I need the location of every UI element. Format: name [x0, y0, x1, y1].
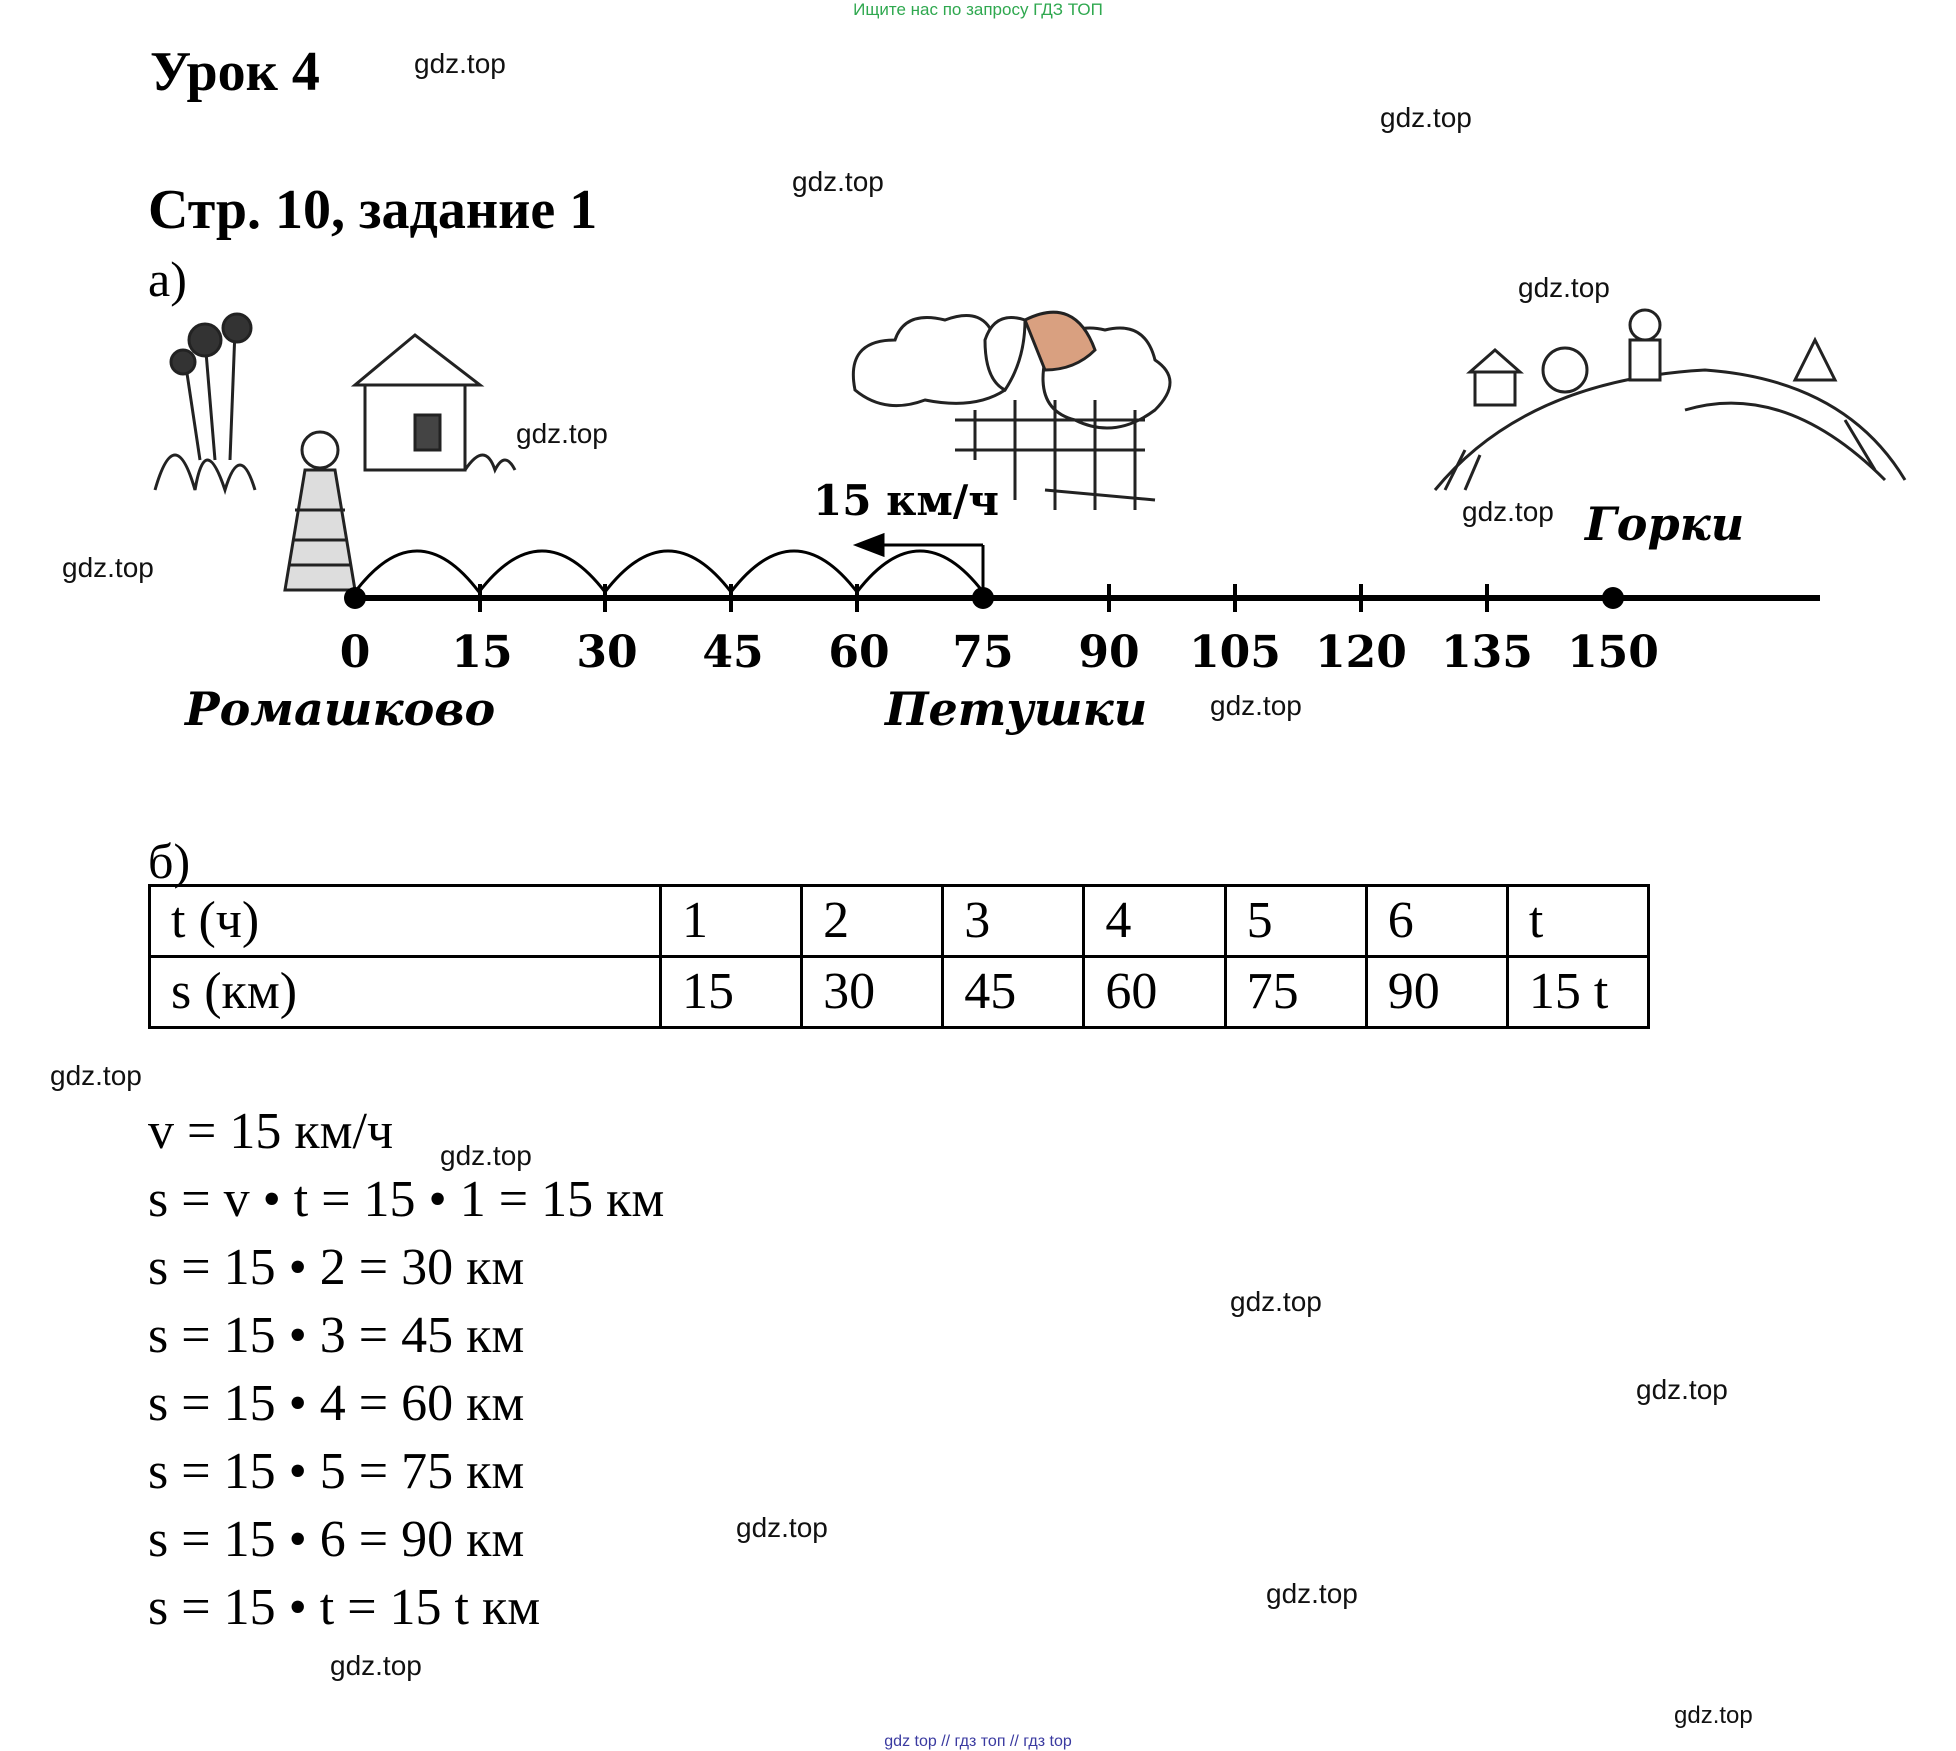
watermark: gdz.top: [1380, 102, 1472, 133]
task-title: Стр. 10, задание 1: [148, 179, 598, 241]
arc-15-30: [479, 551, 605, 592]
watermark: gdz.top: [414, 48, 506, 79]
tick-label: 90: [1078, 627, 1140, 678]
table-cell: 60: [1084, 957, 1225, 1028]
tick-label: 135: [1441, 627, 1533, 678]
watermark: gdz.top: [516, 418, 608, 449]
table-cell: 90: [1366, 957, 1507, 1028]
table-cell: 30: [802, 957, 943, 1028]
table-cell: 3: [943, 886, 1084, 957]
table-cell: 6: [1366, 886, 1507, 957]
equation-line: s = 15 • 4 = 60 км: [148, 1375, 525, 1432]
watermark: gdz.top: [62, 552, 154, 583]
equation-line: s = 15 • 3 = 45 км: [148, 1307, 525, 1364]
equation-line: s = 15 • 2 = 30 км: [148, 1239, 525, 1296]
watermark: gdz.top: [1230, 1286, 1322, 1317]
footer-links: gdz top // гдз топ // гдз top: [884, 1733, 1072, 1750]
watermark: gdz.top: [50, 1060, 142, 1091]
point-romashkovo: [344, 587, 366, 609]
arc-45-60: [731, 551, 857, 592]
gorki-illustration: [1435, 310, 1905, 490]
top-search-note: Ищите нас по запросу ГДЗ ТОП: [853, 0, 1103, 19]
speed-label: 15 км/ч: [813, 476, 999, 525]
place-petushki: Петушки: [885, 682, 1148, 736]
tick-label: 15: [451, 627, 513, 678]
tick-label: 30: [576, 627, 638, 678]
watermark: gdz.top: [736, 1512, 828, 1543]
tick-label: 75: [952, 627, 1014, 678]
watermark: gdz.top: [1266, 1578, 1358, 1609]
watermark: gdz.top: [1518, 272, 1610, 303]
equation-line: s = 15 • 6 = 90 км: [148, 1511, 525, 1568]
arc-0-15: [355, 551, 479, 592]
watermark: gdz.top: [1462, 496, 1554, 527]
arc-30-45: [605, 551, 731, 592]
table-row: [150, 957, 1649, 1028]
watermark: gdz.top: [1636, 1374, 1728, 1405]
equation-line: s = 15 • t = 15 t км: [148, 1579, 541, 1636]
table-cell: 15 t: [1507, 957, 1648, 1028]
place-romashkovo: Ромашково: [185, 682, 496, 736]
table-cell: 1: [661, 886, 802, 957]
table-cell: 2: [802, 886, 943, 957]
jump-arcs: [355, 551, 983, 592]
tick-label: 60: [828, 627, 890, 678]
table-row: [150, 886, 1649, 957]
number-line-svg: [145, 300, 1925, 760]
table-cell: t: [1507, 886, 1648, 957]
tick-labels: [340, 627, 1659, 678]
part-b-label: б): [148, 833, 191, 889]
equation-line: s = v • t = 15 • 1 = 15 км: [148, 1171, 665, 1228]
time-distance-table: [148, 884, 1650, 1029]
place-gorki: Горки: [1585, 497, 1745, 551]
table-cell: 75: [1225, 957, 1366, 1028]
watermark: gdz.top: [440, 1140, 532, 1171]
romashkovo-illustration: [155, 314, 515, 590]
equation-line: s = 15 • 5 = 75 км: [148, 1443, 525, 1500]
table-cell: 4: [1084, 886, 1225, 957]
lesson-title: Урок 4: [150, 41, 320, 103]
arc-60-75: [857, 551, 983, 592]
equation-line: v = 15 км/ч: [148, 1103, 394, 1160]
part-a-label: а): [148, 251, 187, 307]
tick-label: 150: [1567, 627, 1659, 678]
watermark: gdz.top: [1210, 690, 1302, 721]
tick-label: 45: [702, 627, 764, 678]
tick-label: 105: [1189, 627, 1281, 678]
row-head-time: t (ч): [150, 886, 661, 957]
tick-label: 0: [339, 627, 371, 678]
number-line-figure: [145, 300, 1925, 760]
table-cell: 15: [661, 957, 802, 1028]
watermark: gdz.top: [1674, 1702, 1753, 1729]
watermark: gdz.top: [792, 166, 884, 197]
table-cell: 5: [1225, 886, 1366, 957]
row-head-distance: s (км): [150, 957, 661, 1028]
watermark: gdz.top: [330, 1650, 422, 1681]
speed-arrow: [857, 535, 983, 592]
table-cell: 45: [943, 957, 1084, 1028]
tick-label: 120: [1315, 627, 1407, 678]
point-gorki: [1602, 587, 1624, 609]
